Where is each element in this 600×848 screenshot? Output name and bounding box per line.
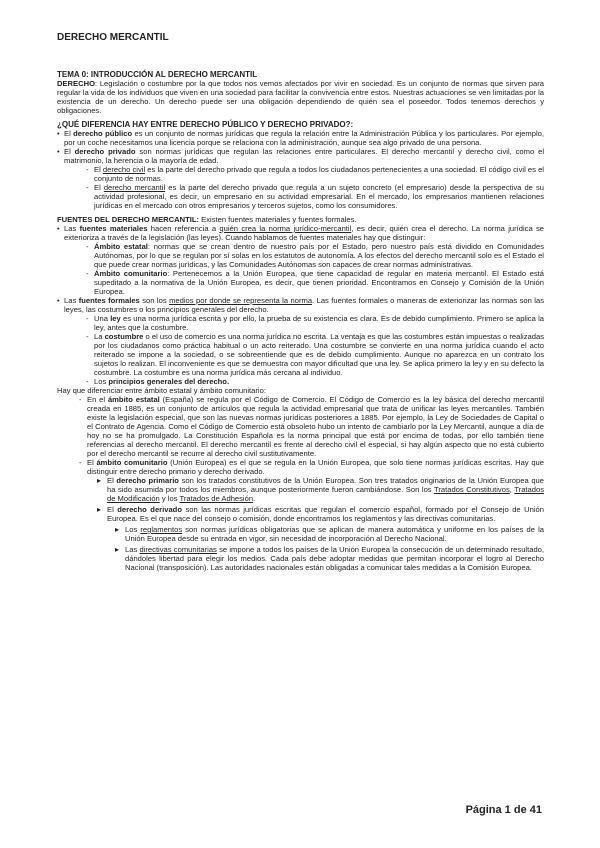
text: : normas que se crean dentro de nuestro país por el Estado, pero nuestro país está dividido en Comunidades Autónomas, por lo que se regulan por sí solas en los estatutos de autonomía. A los efectos del derecho mercantil solo es el Estado el que puede crear normas jurídicas, y las Comunidades Autónomas son capaces de crear normas administrativas. [94, 242, 544, 269]
fuentes-heading: FUENTES DEL DERECHO MERCANTIL: [57, 215, 200, 224]
text: El [64, 129, 74, 138]
underlined-text: medios por donde se representa la norma [169, 296, 313, 305]
underlined-text: Tratados de Modificación [107, 485, 544, 503]
text: es la parte del derecho privado que regula a un sujeto concreto (el empresario) desde la perspectiva de su actividad profesional, es decir, un empresario en su actividad empresarial. En el mercado, los empresarios mantienen relaciones jurídicas en el mercado con otros empresarios y terceros sujetos, como los consumidores. [94, 183, 544, 210]
text: El [107, 505, 118, 514]
text: es un conjunto de normas jurídicas que regula la relación entre la Administración Pública y los particulares. Por ejemplo, por un coche necesitamos una licencia porque se relaciona con la administración, aunque sea algo privado de una persona. [64, 129, 544, 147]
list-item-fuentes-materiales [57, 224, 544, 296]
term: derecho público [73, 129, 133, 138]
text: son los tratados constitutivos de la Unión Europea. Son tres tratados originarios de la Unión Europea que ha sido asumida por todos los miembros, aunque posteriormente fueron cambiándose. Son los [107, 476, 544, 494]
text: (España) se regula por el Código de Comercio. El Código de Comercio es la ley básica del derecho mercantil creada en 1885, es un conjunto de artículos que regula la actividad empresarial que trata de unificar las leyes mercantiles. También existe la legislación especial, que son las nuevas normas jurídicas posteriores a 1885. Por ejemplo, la Ley de Sociedades de Capital o el Contrato de Agencia. Como el Código de Comercio está obsoleto hubo un intento de cambiarlo por la Ley Mercantil, aunque a día de hoy no se ha promulgado. La Constitución Española es la norma principal que está por encima de todas, por ello también tiene referencias al derecho mercantil. El derecho mercantil es frente al derecho civil el especial, si hay algún aspecto que no está cubierto por el derecho mercantil se recurre al derecho civil sustitutivamente. [87, 395, 544, 458]
list-item-principios [84, 377, 544, 386]
text: son normas jurídicas obligatorias que se aplican de manera automática y uniforme en los países de la Unión Europea desde su entrada en vigor, sin necesidad de incorporación al Derecho Nacional. [125, 525, 544, 543]
text: El [64, 147, 75, 156]
text: y los [159, 494, 180, 503]
list-item-costumbre [84, 332, 544, 377]
text: Las [125, 545, 140, 554]
list-item-derecho-privado [57, 147, 544, 210]
ambitos-list [77, 395, 544, 476]
text: . Las fuentes formales o maneras de exteriorizar las normas son las leyes, las costumbres o los principios generales del derecho. [64, 296, 545, 314]
text: o el uso de comercio es una norma jurídica no escrita. La ventaja es que las costumbres están impuestas o realizadas por los ciudadanos como práctica habitual o un acto reiterado. Una costumbre se convierte en una norma jurídica cuando el acto reiterado se impone a la sociedad, o se sobreentiende que es de debido cumplimiento. Aunque no aparezca en un contrato los sujetos lo realizan. El inconveniente es que se demuestra con mayor dificultad que una ley. Se aplica primero la ley y en su defecto la costumbre. La costumbre es una norma jurídica más cercana al individuo. [94, 332, 544, 377]
text: Los [125, 525, 141, 534]
term: Ámbito estatal [94, 242, 148, 251]
text: Los [94, 377, 109, 386]
text: Las [64, 224, 80, 233]
list-item-derecho-publico [57, 129, 544, 147]
derecho-definition [57, 79, 544, 115]
list-item-estatal-espana [77, 395, 544, 458]
text: es la parte del derecho privado que regula a todos los ciudadanos pertenecientes a una sociedad. El código civil es el conjunto de normas. [94, 165, 544, 183]
document-title: DERECHO MERCANTIL [57, 32, 169, 43]
list-item-reglamentos [115, 525, 544, 543]
term: fuentes materiales [79, 224, 148, 233]
term: derecho privado [74, 147, 136, 156]
term: derecho primario [116, 476, 179, 485]
text: El [94, 165, 103, 174]
list-item-ley [84, 314, 544, 332]
list-item-directivas [115, 545, 544, 572]
fuentes-intro [57, 215, 544, 224]
text: El [107, 476, 117, 485]
term: principios generales del derecho. [108, 377, 230, 386]
tema-heading: TEMA 0: INTRODUCCIÓN AL DERECHO MERCANTIL [57, 70, 258, 79]
term: fuentes formales [78, 296, 140, 305]
formales-sublist [84, 314, 544, 386]
text: . [253, 494, 256, 503]
list-item-ambito-comunitario [84, 269, 544, 296]
text: se impone a todos los países de la Unión Europea la consecución de un determinado resultado, dándoles libertad para elegir los medios. Cada país debe adoptar medidas que permitan incorporar el logro al Derecho Nacional (transposición). Las autoridades nacionales están obligadas a comunicar tales medidas a la Comisión Europea. [125, 545, 544, 572]
diferencia-list [57, 129, 544, 210]
underlined-text: reglamentos [140, 525, 183, 534]
list-item-derecho-civil [84, 165, 544, 183]
underlined-text: Tratados Constitutivos [434, 485, 510, 494]
list-item-derecho-derivado [97, 505, 544, 523]
term: costumbre [104, 332, 144, 341]
underlined-text: quién crea la norma jurídico-mercantil [219, 224, 352, 233]
text: Una [94, 314, 111, 323]
list-item-ambito-estatal [84, 242, 544, 269]
list-item-derecho-mercantil [84, 183, 544, 210]
text: es una norma jurídica escrita y por ello, la prueba de su existencia es clara. Es de debido cumplimiento. Primero se aplica la ley, antes que la costumbre. [94, 314, 544, 332]
text: En el [87, 395, 108, 404]
privado-sublist [84, 165, 544, 210]
diferencia-heading: ¿QUÉ DIFERENCIA HAY ENTRE DERECHO PÚBLICO Y DERECHO PRIVADO?: [57, 120, 354, 129]
derivado-list [115, 525, 544, 572]
text: , es decir, quién crea el derecho. La norma jurídica se exterioriza a través de la legislación (las leyes). Cuando hablamos de fuentes materiales hay que distinguir: [64, 224, 545, 242]
page-number: Página 1 de 41 [465, 804, 542, 816]
term: ámbito estatal [107, 395, 160, 404]
text: Existen fuentes materiales y fuentes formales. [199, 215, 357, 224]
text: son los [139, 296, 170, 305]
materiales-sublist [84, 242, 544, 296]
derecho-ue-list [97, 476, 544, 523]
term: Ámbito comunitario [94, 269, 168, 278]
term: derecho civil [102, 165, 146, 174]
term: derecho mercantil [103, 183, 166, 192]
text: Las [64, 296, 79, 305]
list-item-comunitario-ue [77, 458, 544, 476]
text: , [509, 485, 515, 494]
list-item-derecho-primario [97, 476, 544, 503]
underlined-text: Tratados de Adhesión [179, 494, 254, 503]
text: : Pertenecemos a la Unión Europea, que tiene capacidad de regular en materia mercantil. El Estado está supeditado a la normativa de la Unión Europea, es decir, que tienen prioridad. Encontramos en Consejo y Comisión de la Unión Europea. [94, 269, 544, 296]
derecho-definition-text: : Legislación o costumbre por la que todos nos vemos afectados por vivir en sociedad. Es un conjunto de normas que sirven para regular la vida de los individuos que viven en una sociedad para facilitar la convivencia entre estos. Nuestras actuaciones se ven limitadas por la existencia de un derecho. Un derecho puede ser una obligación dependiendo de quién sea el poseedor. Todos tenemos derechos y obligaciones. [57, 79, 544, 115]
fuentes-list [57, 224, 544, 386]
text: El [87, 458, 97, 467]
text: (Unión Europea) es el que se regula en la Unión Europea, que solo tiene normas jurídicas escritas. Hay que distinguir entre derecho primario y derecho derivado. [87, 458, 544, 476]
term: ámbito comunitario [96, 458, 168, 467]
term: ley [110, 314, 121, 323]
text: La [94, 332, 105, 341]
text: El [94, 183, 104, 192]
derecho-term: DERECHO [57, 79, 95, 88]
text: son las normas jurídicas escritas que regulan el comercio español, formado por el Consejo de Unión Europea. Es el que nace del consejo o comisión, donde encontramos los reglamentos y las directivas comunitarias. [107, 505, 544, 523]
list-item-fuentes-formales [57, 296, 544, 386]
term: derecho derivado [117, 505, 182, 514]
text: son normas jurídicas que regulan las relaciones entre particulares. El derecho mercantil y derecho civil, como el matrimonio, la herencia o la mayoría de edad. [64, 147, 545, 165]
underlined-text: directivas comunitarias [139, 545, 217, 554]
text: hacen referencia a [147, 224, 220, 233]
distinguir-paragraph: Hay que diferenciar entre ámbito estatal y ámbito comunitario: [57, 386, 266, 395]
